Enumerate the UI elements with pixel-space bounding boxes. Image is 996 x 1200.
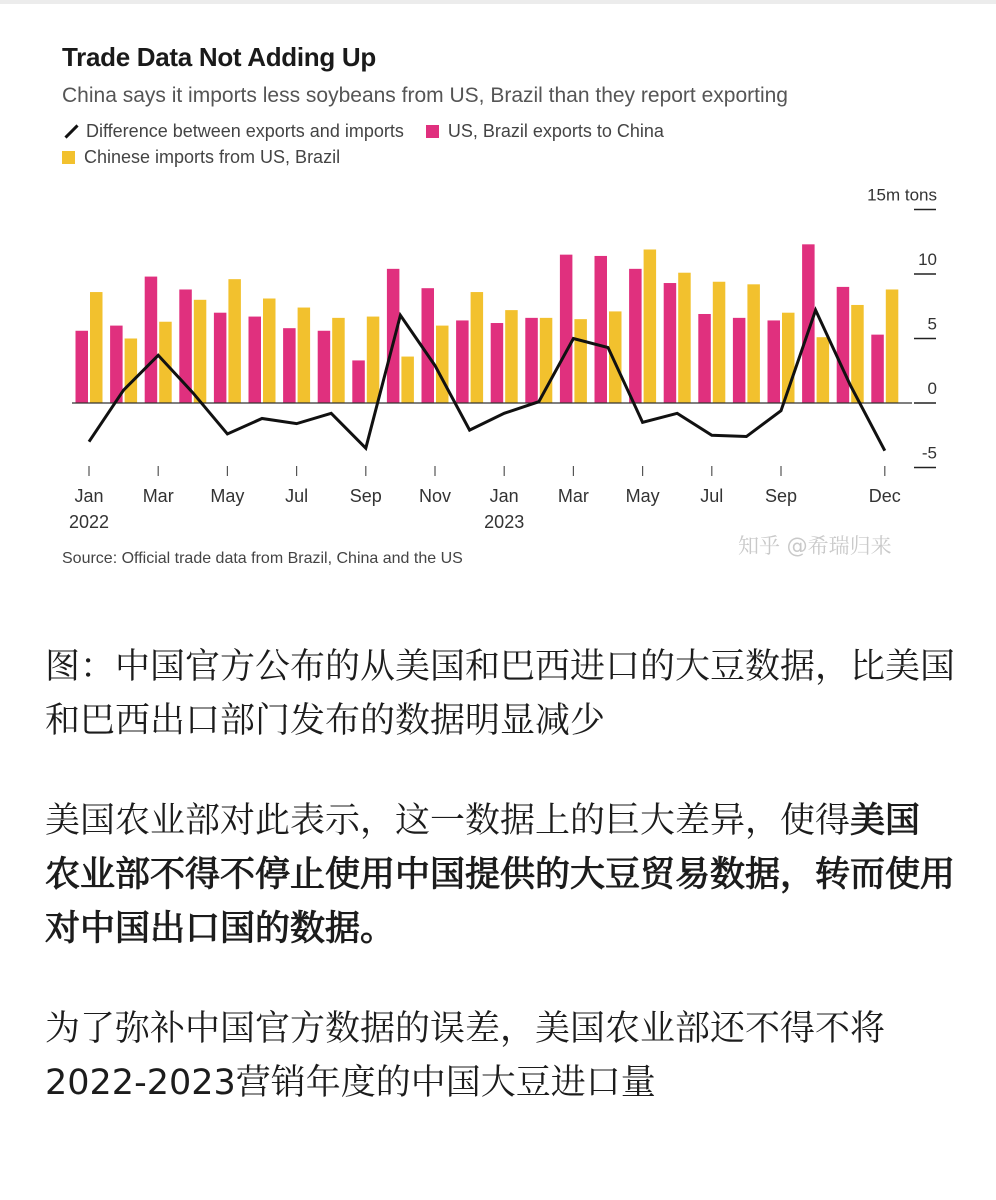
legend-label-imports: Chinese imports from US, Brazil — [84, 146, 341, 167]
legend-item-difference — [62, 121, 404, 142]
bar-exports — [283, 328, 296, 403]
x-tick-label-month: May — [625, 486, 660, 506]
bar-exports — [871, 335, 884, 403]
difference-line — [89, 310, 885, 451]
legend-swatch-imports — [62, 151, 75, 164]
bar-exports — [560, 255, 573, 403]
bar-imports — [194, 300, 207, 403]
bar-exports — [110, 326, 123, 403]
top-divider — [0, 0, 996, 4]
line-layer — [89, 310, 885, 451]
y-tick-label: 15m tons — [867, 185, 937, 205]
bar-exports — [595, 256, 608, 403]
bar-imports — [817, 337, 830, 403]
x-tick-label-month: Mar — [142, 486, 174, 506]
bar-imports — [367, 317, 380, 403]
x-tick-label-year: 2022 — [68, 512, 110, 532]
legend-item-exports — [426, 121, 664, 142]
bar-exports — [456, 320, 469, 403]
bar-exports — [698, 314, 711, 403]
bar-imports — [263, 299, 276, 403]
bar-exports — [802, 244, 815, 403]
article-paragraph-caption: 图：中国官方公布的从美国和巴西进口的大豆数据，比美国和巴西出口部门发布的数据明显减少 — [45, 647, 956, 741]
y-tick-label: -5 — [921, 443, 937, 463]
bar-imports — [228, 279, 241, 403]
bar-exports — [422, 288, 435, 403]
x-tick-label-month: Sep — [349, 486, 382, 506]
bar-imports — [332, 318, 345, 403]
bar-imports — [125, 339, 138, 404]
x-tick-label-month: Jul — [285, 486, 309, 506]
article-body — [45, 640, 955, 1156]
bar-exports — [214, 313, 227, 403]
x-tick-label-month: Dec — [868, 486, 901, 506]
bar-imports — [678, 273, 691, 403]
bar-imports — [505, 310, 518, 403]
bar-exports — [733, 318, 746, 403]
bar-exports — [768, 320, 781, 403]
chart-subtitle: China says it imports less soybeans from US, Brazil than they report exporting — [62, 84, 788, 107]
bar-layer — [76, 244, 899, 403]
y-tick-label: 5 — [927, 314, 937, 334]
chart-title: Trade Data Not Adding Up — [62, 42, 376, 72]
bar-imports — [886, 289, 899, 403]
bar-exports — [318, 331, 331, 403]
chart-plot-area — [0, 170, 996, 540]
source-note: Source: Official trade data from Brazil, China and the US — [62, 550, 463, 567]
article-text-normal: 美国农业部对此表示，这一数据上的巨大差异，使得 — [45, 801, 851, 841]
x-tick-label-year: 2023 — [484, 512, 525, 532]
article-paragraph-correction: 为了弥补中国官方数据的误差，美国农业部还不得不将2022-2023营销年度的中国大豆进口量 — [45, 1009, 886, 1103]
chart-legend — [62, 118, 686, 170]
x-tick-label-month: Nov — [418, 486, 452, 506]
watermark: 知乎 @希瑞归来 — [738, 534, 892, 558]
bar-exports — [629, 269, 642, 403]
x-tick-label-month: Jan — [74, 486, 104, 506]
bar-exports — [249, 317, 262, 403]
bar-imports — [401, 357, 414, 403]
bar-imports — [471, 292, 484, 403]
y-tick-label: 0 — [927, 379, 937, 398]
article-paragraph-usda — [45, 794, 955, 956]
bar-imports — [574, 319, 587, 403]
bar-imports — [644, 249, 657, 403]
bar-exports — [145, 277, 158, 403]
x-tick-label-month: May — [210, 486, 245, 506]
x-tick-label-month: Sep — [764, 486, 798, 506]
bar-exports — [837, 287, 850, 403]
x-tick-label-month: Mar — [557, 486, 589, 506]
legend-label-difference: Difference between exports and imports — [86, 120, 404, 141]
bar-imports — [713, 282, 726, 403]
bar-exports — [352, 360, 365, 403]
bar-exports — [387, 269, 400, 403]
bar-imports — [436, 326, 449, 403]
bar-exports — [76, 331, 89, 403]
bar-imports — [90, 292, 103, 403]
x-tick-label-month: Jan — [489, 486, 519, 506]
bar-imports — [747, 284, 760, 403]
article-text-bold: 美国农业部不得不停止使用中国提供的大豆贸易数据，转而使用对中国出口国的数据。 — [45, 801, 956, 949]
bar-exports — [664, 283, 677, 403]
bar-imports — [298, 308, 311, 403]
legend-line-swatch — [62, 124, 78, 138]
legend-label-exports: US, Brazil exports to China — [447, 120, 664, 141]
legend-swatch-exports — [426, 125, 439, 138]
x-tick-label-month: Jul — [700, 486, 724, 506]
y-tick-label: 10 — [918, 250, 937, 269]
bar-exports — [525, 318, 538, 403]
bar-exports — [491, 323, 504, 403]
legend-item-imports — [62, 147, 340, 168]
